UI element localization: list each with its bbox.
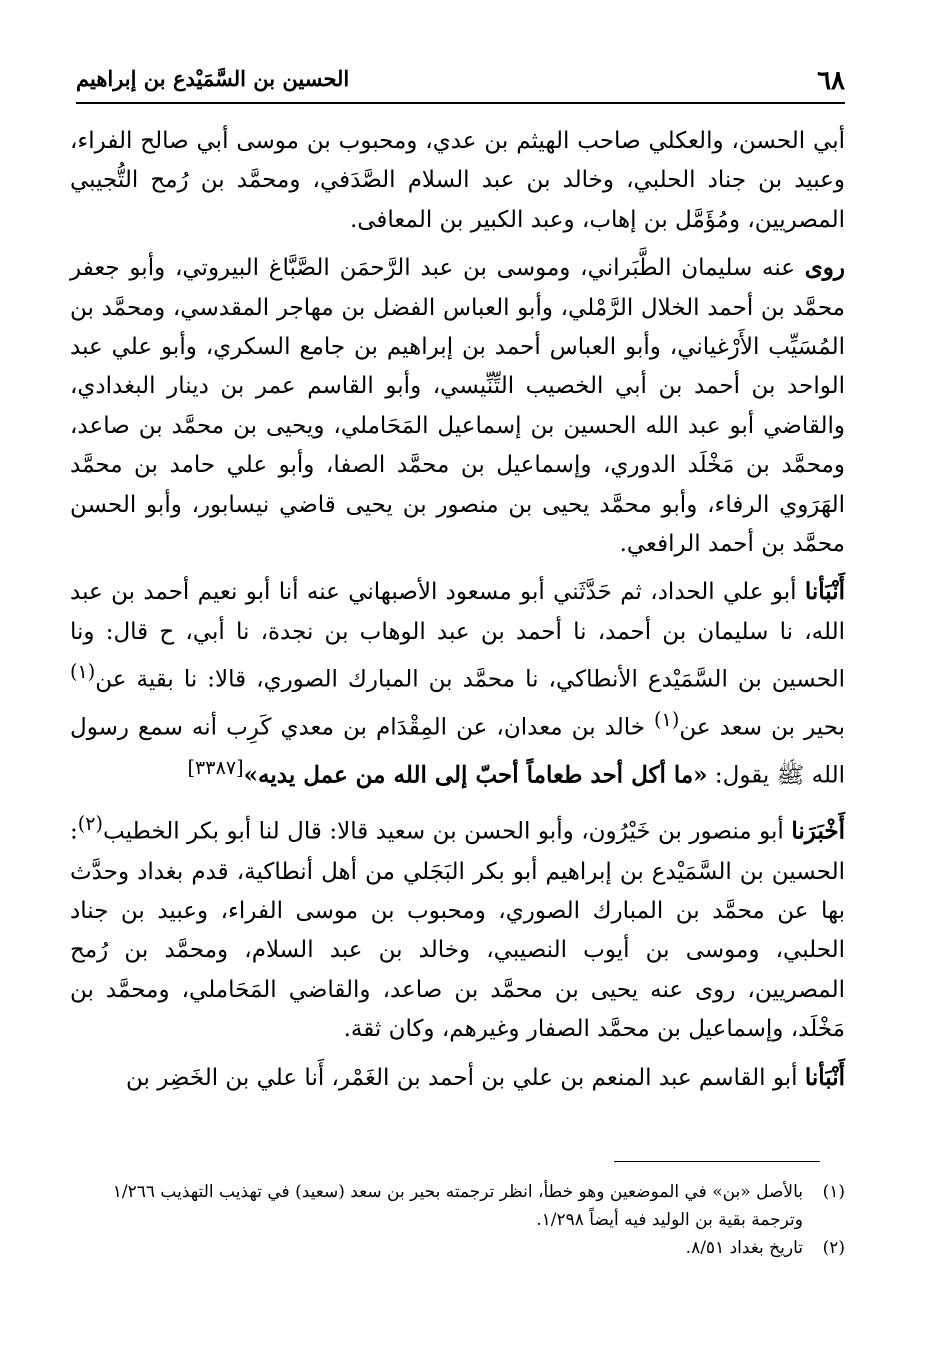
hadith-reference: [٣٣٨٧] <box>187 756 244 780</box>
paragraph-1-text: أبي الحسن، والعكلي صاحب الهيثم بن عدي، ومحبوب بن موسى أبي صالح الفراء، وعبيد بن جناد الحلبي، وخالد بن عبد السلام الصَّدَفي، ومحمَّد بن رُمح التُّجيبي المصريين، ومُؤَمَّل بن إهاب، وعبد الكبير بن المعافى. <box>70 128 845 233</box>
footnote-text: بالأصل «بن» في الموضعين وهو خطأ، انظر ترجمته بحير بن سعد (سعيد) في تهذيب التهذيب ١/٢٦٦ وترجمة بقية بن الوليد فيه أيضاً ١/٢٩٨. <box>112 1182 803 1230</box>
footnote-ref: (١) <box>70 660 96 684</box>
paragraph-3-text: أبو علي الحداد، ثم حَدَّثَني أبو مسعود الأصبهاني عنه أنا أبو نعيم أحمد بن عبد الله، نا سليمان بن أحمد، نا أحمد بن عبد الوهاب بن نجدة، نا أبي، ح قال: ونا الحسين بن السَّمَيْدع الأنطاكي، نا محمَّد بن المبارك الصوري، قالا: نا بقية عن <box>70 579 845 693</box>
paragraph-4 <box>70 804 845 1049</box>
page-header <box>76 62 845 104</box>
paragraph-3 <box>70 572 845 796</box>
narration-keyword: روى <box>804 254 845 282</box>
header-rule <box>76 102 845 104</box>
paragraph-3-text-c: خالد بن معدان، عن المِقْدَام بن معدي كَرِب أنه سمع رسول الله ﷺ يقول: <box>70 715 845 790</box>
paragraph-2 <box>70 248 845 564</box>
footnote-1 <box>70 1178 845 1234</box>
footnote-number: (٢) <box>822 1238 845 1258</box>
main-text <box>70 122 845 1106</box>
page-number: ٦٨ <box>817 66 845 96</box>
paragraph-4-text-b: : الحسين بن السَّمَيْدع بن إبراهيم أبو بكر البَجَلي من أهل أنطاكية، قدم بغداد وحدَّث بها عن محمَّد بن المبارك الصوري، ومحبوب بن موسى الفراء، وعبيد بن جناد الحلبي، وموسى بن أيوب النصيبي، وخالد بن عبد السلام، ومحمَّد بن رُمح المصريين، روى عنه يحيى بن محمَّد بن صاعد، والقاضي المَحَاملي، ومحمَّد بن مَخْلَد، وإسماعيل بن محمَّد الصفار وغيرهم، وكان ثقة. <box>70 819 845 1043</box>
footnotes <box>70 1178 845 1262</box>
running-title: الحسين بن السَّمَيْدع بن إبراهيم <box>76 66 350 91</box>
footnote-separator <box>614 1161 820 1162</box>
narration-keyword: أَنْبَأنا <box>804 578 845 606</box>
paragraph-4-text: أبو منصور بن خَيْرُون، وأبو الحسن بن سعيد قالا: قال لنا أبو بكر الخطيب <box>103 819 792 846</box>
paragraph-5-text: أبو القاسم عبد المنعم بن علي بن أحمد بن الغَمْر، أَنا علي بن الخَضِر بن <box>125 1064 805 1091</box>
hadith-quote: «ما أكل أحد طعاماً أحبّ إلى الله من عمل يديه» <box>243 762 708 790</box>
paragraph-3-text-b: بحير بن سعد عن <box>679 715 845 741</box>
paragraph-2-text: عنه سليمان الطَّبَراني، وموسى بن عبد الرَّحمَن الصَّبَّاغ البيروتي، وأبو جعفر محمَّد بن أحمد الخلال الرَّمْلي، وأبو العباس الفضل بن مهاجر المقدسي، ومحمَّد بن المُسَيِّب الأَرْغياني، وأبو العباس أحمد بن إبراهيم بن جامع السكري، وأبو علي عبد الواحد بن أحمد بن أبي الخصيب التِّنِّيسي، وأبو القاسم عمر بن دينار البغدادي، والقاضي أبو عبد الله الحسين بن إسماعيل المَحَاملي، ويحيى بن محمَّد بن صاعد، ومحمَّد بن مَخْلَد الدوري، وإسماعيل بن محمَّد الصفا، وأبو علي حامد بن محمَّد الهَرَوي الرفاء، وأبو محمَّد يحيى بن منصور بن يحيى قاضي نيسابور، وأبو الحسن محمَّد بن أحمد الرافعي. <box>70 255 845 558</box>
narration-keyword: أَنْبَأنا <box>804 1063 845 1091</box>
paragraph-5 <box>70 1058 845 1098</box>
footnote-ref: (٢) <box>77 812 104 836</box>
footnote-number: (١) <box>822 1182 845 1202</box>
paragraph-1 <box>70 122 845 240</box>
footnote-2 <box>70 1234 845 1262</box>
narration-keyword: أَخْبَرَنا <box>791 818 845 846</box>
footnote-text: تاريخ بغداد ٨/٥١. <box>685 1238 803 1258</box>
footnote-ref: (١) <box>654 708 680 732</box>
